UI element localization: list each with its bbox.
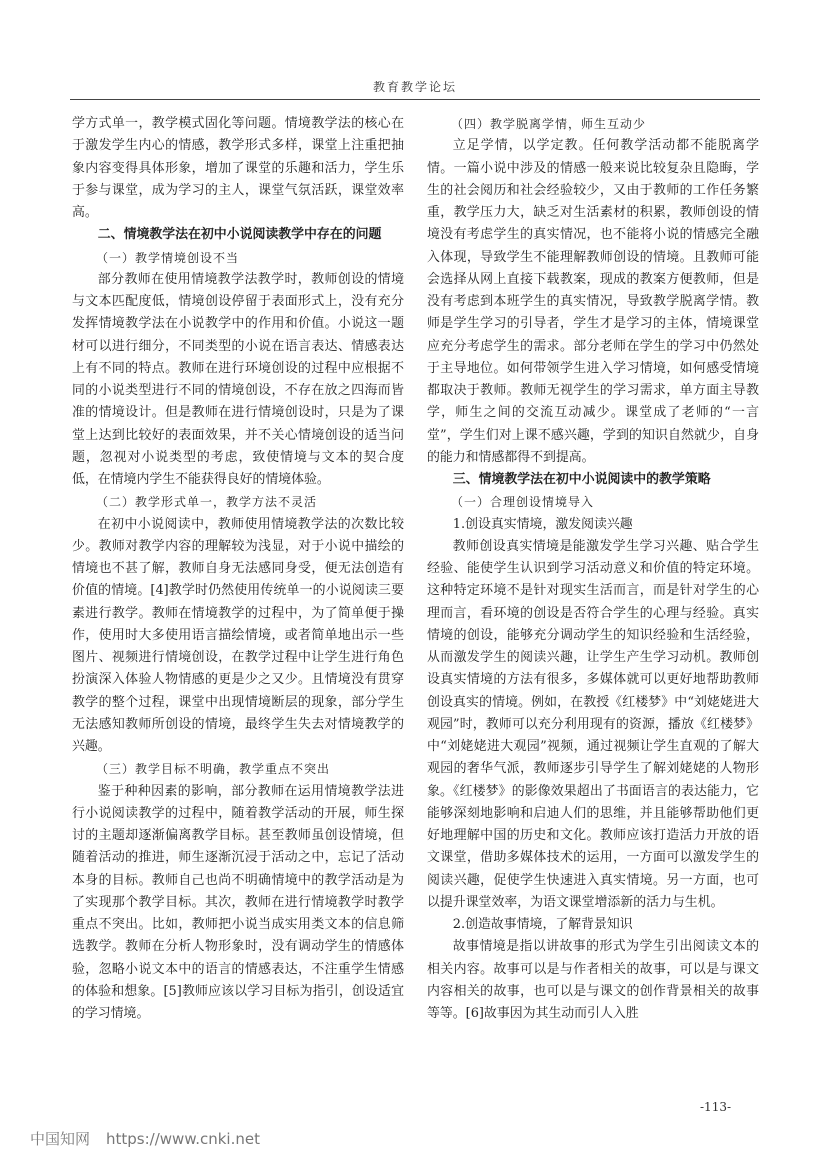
left-column: [72, 113, 404, 1113]
subsection-heading-1: （一）教学情境创设不当: [96, 250, 240, 265]
paragraph: 教师创设真实情境是能激发学生学习兴趣、贴合学生经验、能使学生认识到学习活动意义和价值的特定环境。这种特定环境不是针对现实生活而言，而是针对学生的心理而言，看环境的创设是否符合学生的心理与经验。真实情境的创设，能够充分调动学生的知识经验和生活经验，从而激发学生的阅读兴趣，让学生产生学习动机。教师创设真实情境的方法有很多，多媒体就可以更好地帮助教师创设真实的情境。例如，在教授《红楼梦》中“刘姥姥进大观园”时，教师可以充分利用现有的资源，播放《红楼梦》中“刘姥姥进大观园”视频，通过视频让学生直观的了解大观园的奢华气派，教师逐步引导学生了解刘姥姥的人物形象。《红楼梦》的影像效果超出了书面语言的表达能力，它能够深刻地影响和启迪人们的思维，并且能够帮助他们更好地理解中国的历史和文化。教师应该打造活力开放的语文课堂，借助多媒体技术的运用，一方面可以激发学生的阅读兴趣，促使学生快速进入真实情境。另一方面，也可以提升课堂效率，为语文课堂增添新的活力与生机。: [427, 538, 759, 910]
paragraph: 立足学情，以学定教。任何教学活动都不能脱离学情。一篇小说中涉及的情感一般来说比较复杂且隐晦，学生的社会阅历和社会经验较少，又由于教师的工作任务繁重，教学压力大，缺乏对生活素材的积累，教师创设的情境没有考虑学生的真实情况，也不能将小说的情感完全融入体现，导致学生不能理解教师创设的情境。且教师可能会选择从网上直接下载教案，现成的教案方便教师，但是没有考虑到本班学生的真实情况，导致教学脱离学情。教师是学生学习的引导者，学生才是学习的主体，情境课堂应充分考虑学生的需求。部分老师在学生的学习中仍然处于主导地位。如何带领学生进入学习情境，如何感受情境都取决于教师。教师无视学生的学习需求，单方面主导教学，师生之间的交流互动减少。课堂成了老师的“一言堂”，学生们对上课不感兴趣，学到的知识自然就少，自身的能力和情感都得不到提高。: [427, 138, 759, 465]
right-column: [427, 113, 759, 1113]
page-number: -113-: [700, 1100, 732, 1114]
footer-url[interactable]: https://www.cnki.net: [106, 1130, 260, 1148]
subsection-heading-3: （三）教学目标不明确，教学重点不突出: [96, 762, 331, 777]
sub-subsection-heading-1: 1.创设真实情境，激发阅读兴趣: [452, 516, 633, 532]
paragraph: 在初中小说阅读中，教师使用情境教学法的次数比较少。教师对教学内容的理解较为浅显，对于小说中描绘的情境也不甚了解，教师自身无法感同身受，便无法创造有价值的情境。[4]教学时仍然使用传统单一的小说阅读三要素进行教学。教师在情境教学的过程中，为了简单便于操作，使用时大多使用语言描绘情境，或者简单地出示一些图片、视频进行情境创设，在教学过程中让学生进行角色扮演深入体验人物情感的更是少之又少。且情境没有贯穿教学的整个过程，课堂中出现情境断层的现象，部分学生无法感知教师所创设的情境，最终学生失去对情境教学的兴趣。: [72, 516, 404, 754]
paragraph: 部分教师在使用情境教学法教学时，教师创设的情境与文本匹配度低，情境创设停留于表面形式上，没有充分发挥情境教学法在小说教学中的作用和价值。小说这一题材可以进行细分，不同类型的小说在语言表达、情感表达上有不同的特点。教师在进行环境创设的过程中应根据不同的小说类型进行不同的情境创设，不存在放之四海而皆准的情境设计。但是教师在进行情境创设时，只是为了课堂上达到比较好的表面效果，并不关心情境创设的适当问题，忽视对小说类型的考虑，致使情境与文本的契合度低，在情境内学生不能获得良好的情境体验。: [72, 271, 404, 487]
footer-watermark: [30, 1128, 260, 1149]
paragraph: 故事情境是指以讲故事的形式为学生引出阅读文本的相关内容。故事可以是与作者相关的故事，可以是与课文内容相关的故事，也可以是与课文的创作背景相关的故事等等。[6]故事因为其生动而引人入胜: [427, 939, 759, 1021]
subsection-heading-5: （一）合理创设情境导入: [451, 495, 595, 510]
header-rule: [70, 99, 760, 100]
journal-header: 教育教学论坛: [372, 80, 457, 94]
paragraph: 鉴于种种因素的影响，部分教师在运用情境教学法进行小说阅读教学的过程中，随着教学活动的开展，师生探讨的主题却逐渐偏离教学目标。甚至教师虽创设情境，但随着活动的推进，师生逐渐沉浸于活动之中，忘记了活动本身的目标。教师自己也尚不明确情境中的教学活动是为了实现那个教学目标。其次，教师在进行情境教学时教学重点不突出。比如，教师把小说当成实用类文本的信息筛选教学。教师在分析人物形象时，没有调动学生的情感体验，忽略小说文本中的语言的情感表达，不注重学生情感的体验和想象。[5]教师应该以学习目标为指引，创设适宜的学习情境。: [72, 783, 404, 1021]
footer-brand: 中国知网: [30, 1130, 91, 1148]
subsection-heading-4: （四）教学脱离学情，师生互动少: [451, 117, 647, 131]
paragraph-continued: 学方式单一，教学模式固化等问题。情境教学法的核心在于激发学生内心的情感，教学形式多样，课堂上注重把抽象内容变得具体形象，增加了课堂的乐趣和活力，学生乐于参与课堂，成为学习的主人，课堂气氛活跃，课堂效率高。: [72, 116, 404, 220]
section-heading-2: 二、情境教学法在初中小说阅读教学中存在的问题: [97, 227, 382, 243]
sub-subsection-heading-2: 2.创造故事情境，了解背景知识: [452, 917, 633, 932]
section-heading-3: 三、情境教学法在初中小说阅读中的教学策略: [452, 472, 711, 487]
subsection-heading-2: （二）教学形式单一，教学方法不灵活: [96, 495, 318, 510]
